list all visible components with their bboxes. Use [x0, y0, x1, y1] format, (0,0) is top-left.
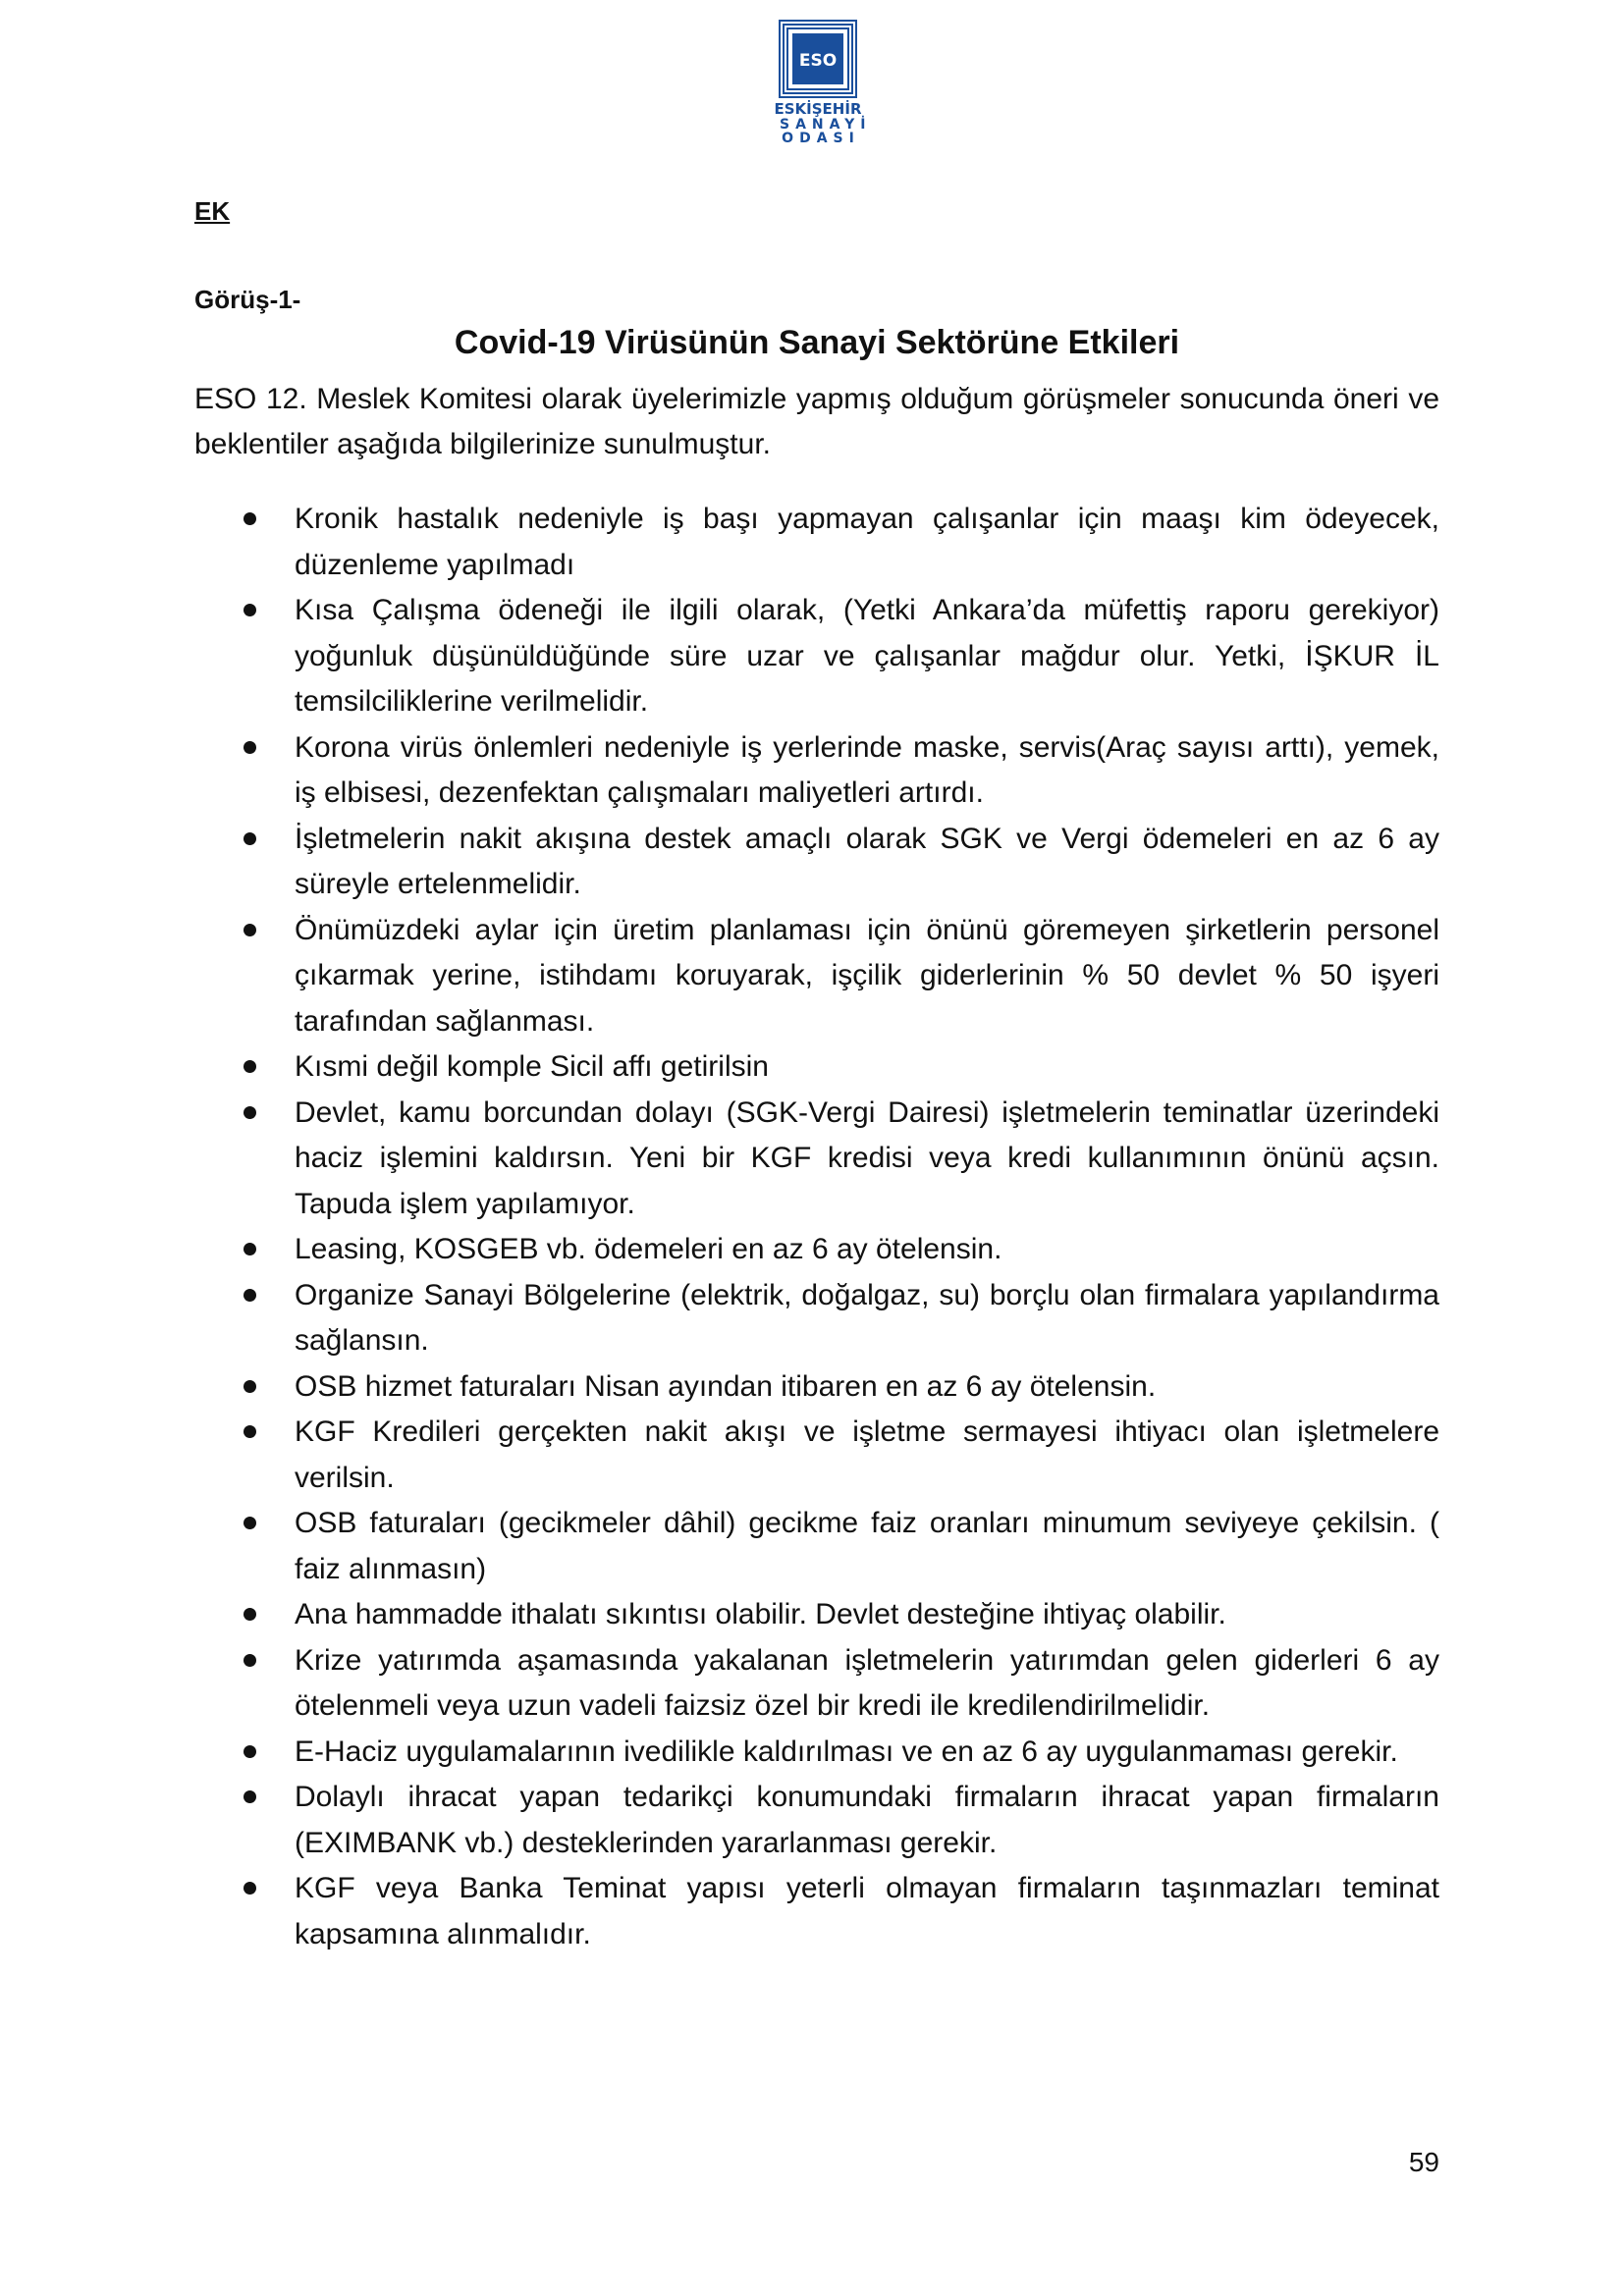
- bullet-icon: [244, 1380, 256, 1393]
- appendix-label: EK: [194, 196, 231, 226]
- recommendations-list: [194, 497, 1439, 1957]
- list-item-text: Korona virüs önlemleri nedeniyle iş yerlerinde maske, servis(Araç sayısı arttı), yemek, iş elbisesi, dezenfektan çalışmaları maliyetleri artırdı.: [295, 730, 1439, 809]
- bullet-icon: [244, 1790, 256, 1803]
- logo-odasi-text: ODASI: [782, 131, 860, 147]
- bullet-icon: [244, 1517, 256, 1529]
- list-item-text: Kronik hastalık nedeniyle iş başı yapmayan çalışanlar için maaşı kim ödeyecek, düzenleme yapılmadı: [295, 503, 1439, 581]
- list-item: [194, 1501, 1439, 1592]
- bullet-icon: [244, 1425, 256, 1438]
- list-item-text: Ana hammadde ithalatı sıkıntısı olabilir. Devlet desteğine ihtiyaç olabilir.: [295, 1598, 1226, 1630]
- list-item: [194, 1044, 1439, 1091]
- list-item-text: OSB hizmet faturaları Nisan ayından itibaren en az 6 ay ötelensin.: [295, 1369, 1157, 1403]
- list-item: [194, 817, 1439, 908]
- list-item: [194, 1410, 1439, 1501]
- list-item: [194, 908, 1439, 1045]
- bullet-icon: [244, 604, 256, 616]
- list-item: [194, 1364, 1439, 1411]
- bullet-icon: [244, 832, 256, 845]
- bullet-icon: [244, 1882, 256, 1895]
- logo-city-text: ESKİŞEHİR: [774, 100, 862, 118]
- list-item-text: Krize yatırımda aşamasında yakalanan işletmelerin yatırımdan gelen giderleri 6 ay ötelenmeli veya uzun vadeli faizsiz özel bir kredi ile kredilendirilmelidir.: [295, 1643, 1439, 1722]
- list-item: [194, 725, 1439, 817]
- list-item: [194, 588, 1439, 725]
- bullet-icon: [244, 1289, 256, 1302]
- list-item-text: Devlet, kamu borcundan dolayı (SGK-Vergi Dairesi) işletmelerin teminatlar üzerindeki haciz işlemini kaldırsın. Yeni bir KGF kredisi veya kredi kullanımının önünü açsın. Tapuda işlem yapılamıyor.: [295, 1095, 1439, 1220]
- list-item-text: Kısmi değil komple Sicil affı getirilsin: [295, 1050, 769, 1083]
- bullet-icon: [244, 924, 256, 936]
- list-item-text: İşletmelerin nakit akışına destek amaçlı olarak SGK ve Vergi ödemeleri en az 6 ay süreyle ertelenmelidir.: [295, 822, 1439, 900]
- bullet-icon: [244, 1060, 256, 1073]
- list-item: [194, 1091, 1439, 1228]
- list-item: [194, 1273, 1439, 1364]
- bullet-icon: [244, 1654, 256, 1667]
- list-item-text: KGF Kredileri gerçekten nakit akışı ve işletme sermayesi ihtiyacı olan işletmelere verilsin.: [295, 1415, 1439, 1494]
- list-item: [194, 1592, 1439, 1638]
- bullet-icon: [244, 1608, 256, 1621]
- list-item: [194, 1638, 1439, 1730]
- list-item-text: OSB faturaları (gecikmeler dâhil) gecikme faiz oranları minumum seviyeye çekilsin. ( faiz alınmasın): [295, 1507, 1439, 1585]
- bullet-icon: [244, 512, 256, 525]
- list-item-text: Kısa Çalışma ödeneği ile ilgili olarak, (Yetki Ankara’da müfettiş raporu gerekiyor) yoğunluk düşünüldüğünde süre uzar ve çalışanlar mağdur olur. Yetki, İŞKUR İL temsilciliklerine verilmelidir.: [295, 594, 1439, 718]
- intro-paragraph: ESO 12. Meslek Komitesi olarak üyelerimizle yapmış olduğum görüşmeler sonucunda öneri ve beklentiler aşağıda bilgilerinize sunulmuştur.: [194, 383, 1439, 460]
- eso-logo-mark: [779, 20, 857, 98]
- list-item: [194, 1730, 1439, 1776]
- page-number: 59: [1408, 2147, 1439, 2177]
- bullet-icon: [244, 1106, 256, 1119]
- list-item: [194, 1775, 1439, 1866]
- opinion-label: Görüş-1-: [194, 285, 301, 314]
- list-item-text: Dolaylı ihracat yapan tedarikçi konumundaki firmaların ihracat yapan firmaların (EXIMBANK vb.) desteklerinden yararlanması gerekir.: [295, 1781, 1439, 1859]
- logo-sanayi-text: SANAYİ: [780, 116, 872, 133]
- list-item-text: Leasing, KOSGEB vb. ödemeleri en az 6 ay ötelensin.: [295, 1233, 1002, 1265]
- document-title: Covid-19 Virüsünün Sanayi Sektörüne Etkileri: [454, 324, 1180, 361]
- list-item-text: Önümüzdeki aylar için üretim planlaması için önünü göremeyen şirketlerin personel çıkarmak yerine, istihdamı koruyarak, işçilik giderlerinin % 50 devlet % 50 işyeri tarafından sağlanması.: [295, 913, 1439, 1038]
- eso-logo-mark-text: ESO: [798, 51, 838, 71]
- list-item: [194, 1866, 1439, 1957]
- list-item-text: E-Haciz uygulamalarının ivedilikle kaldırılması ve en az 6 ay uygulanmaması gerekir.: [295, 1735, 1398, 1768]
- list-item-text: KGF veya Banka Teminat yapısı yeterli olmayan firmaların taşınmazları teminat kapsamına alınmalıdır.: [295, 1872, 1439, 1950]
- bullet-icon: [244, 1243, 256, 1255]
- eso-logo: [774, 20, 872, 167]
- list-item-text: Organize Sanayi Bölgelerine (elektrik, doğalgaz, su) borçlu olan firmalara yapılandırma sağlansın.: [295, 1278, 1439, 1357]
- bullet-icon: [244, 1745, 256, 1758]
- list-item: [194, 497, 1439, 588]
- bullet-icon: [244, 741, 256, 754]
- list-item: [194, 1227, 1439, 1273]
